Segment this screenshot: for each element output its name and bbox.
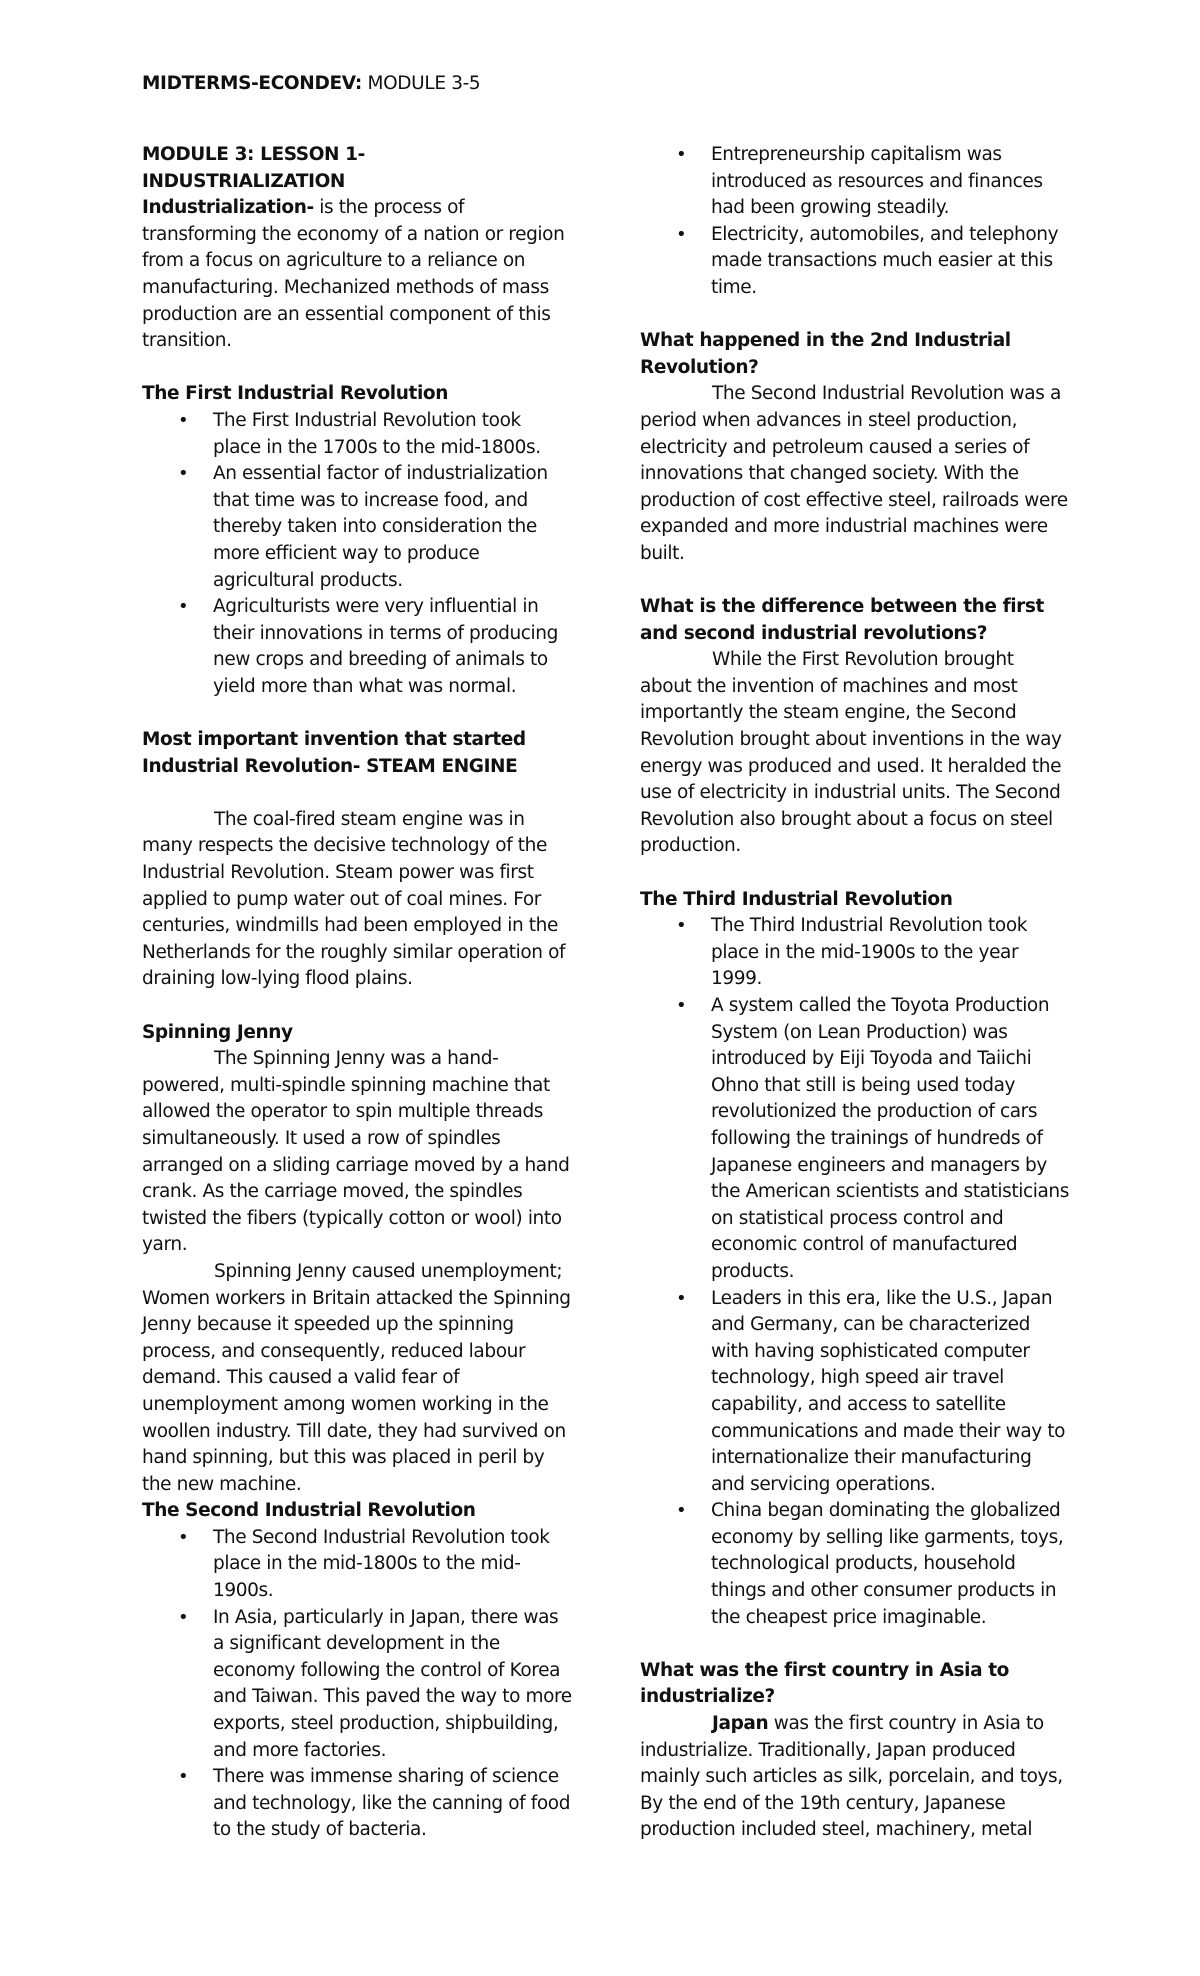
list-item: • The First Industrial Revolution took place in the 1700s to the mid-1800s. bbox=[142, 408, 572, 461]
japan-text: was the first country in Asia to industrialize. Traditionally, Japan produced mainly such articles as silk, porcelain, and toys, By the end of the 19th century, Japanese production included steel, machinery, metal bbox=[640, 1713, 1063, 1841]
answer-second-revolution: The Second Industrial Revolution was a period when advances in steel production, electricity and petroleum caused a series of innovations that changed society. With the production of cost effective steel, railroads were expanded and more industrial machines were built. bbox=[640, 383, 1068, 564]
spinning-jenny-paragraph-2: Spinning Jenny caused unemployment; Women workers in Britain attacked the Spinning Jenny because it speeded up the spinning process, and consequently, reduced labour demand. This caused a valid fear of unemployment among women working in the woollen industry. Till date, they had survived on hand spinning, but this was placed in peril by the new machine. bbox=[142, 1260, 571, 1495]
second-revolution-heading: The Second Industrial Revolution bbox=[142, 1500, 476, 1522]
steam-engine-paragraph: The coal-fired steam engine was in many respects the decisive technology of the Industrial Revolution. Steam power was first applied to pump water out of coal mines. For centuries, windmills had been employed in the Netherlands for the roughly similar operation of draining low-lying flood plains. bbox=[142, 808, 566, 990]
header-label: MIDTERMS-ECONDEV: bbox=[142, 73, 362, 94]
question-second-revolution: What happened in the 2nd Industrial Revolution? bbox=[640, 330, 1011, 378]
third-revolution-heading: The Third Industrial Revolution bbox=[640, 888, 953, 910]
list-item: • China began dominating the globalized economy by selling like garments, toys, technological products, household things and other consumer products in the cheapest price imaginable. bbox=[640, 1498, 1070, 1631]
list-item: • Leaders in this era, like the U.S., Japan and Germany, can be characterized with having sophisticated computer technology, high speed air travel capability, and access to satellite communications and made their way to internationalize their manufacturing and servicing operations. bbox=[640, 1286, 1070, 1499]
question-first-asian-country: What was the first country in Asia to industrialize? bbox=[640, 1659, 1009, 1708]
left-column bbox=[142, 142, 572, 1844]
list-item: • Electricity, automobiles, and telephony made transactions much easier at this time. bbox=[640, 222, 1070, 302]
list-item: • Entrepreneurship capitalism was introduced as resources and finances had been growing steadily. bbox=[640, 142, 1070, 222]
spinning-jenny-paragraph-1: The Spinning Jenny was a hand-powered, multi-spindle spinning machine that allowed the operator to spin multiple threads simultaneously. It used a row of spindles arranged on a sliding carriage moved by a hand crank. As the carriage moved, the spindles twisted the fibers (typically cotton or wool) into yarn. bbox=[142, 1048, 570, 1256]
second-revolution-list bbox=[142, 1525, 572, 1844]
industrialization-definition bbox=[142, 195, 572, 355]
list-item: • In Asia, particularly in Japan, there was a significant development in the economy following the control of Korea and Taiwan. This paved the way to more exports, steel production, shipbuilding, and more factories. bbox=[142, 1605, 572, 1765]
industrialization-term: Industrialization- bbox=[142, 197, 314, 219]
answer-first-asian-country bbox=[640, 1711, 1070, 1844]
first-revolution-list bbox=[142, 408, 572, 701]
first-revolution-heading: The First Industrial Revolution bbox=[142, 383, 448, 405]
list-item: • A system called the Toyota Production System (on Lean Production) was introduced by Eiji Toyoda and Taiichi Ohno that still is being used today revolutionized the production of cars following the trainings of hundreds of Japanese engineers and managers by the American scientists and statisticians on statistical process control and economic control of manufactured products. bbox=[640, 993, 1070, 1286]
second-revolution-list-continued bbox=[640, 142, 1070, 302]
list-item: • There was immense sharing of science and technology, like the canning of food to the study of bacteria. bbox=[142, 1764, 572, 1844]
industrialization-text: is the process of transforming the economy of a nation or region from a focus on agriculture to a reliance on manufacturing. Mechanized methods of mass production are an essential component of this transition. bbox=[142, 197, 565, 352]
page-header bbox=[142, 71, 480, 97]
spinning-jenny-heading: Spinning Jenny bbox=[142, 1021, 293, 1043]
japan-term: Japan bbox=[712, 1713, 769, 1735]
module-title: MODULE 3: LESSON 1- INDUSTRIALIZATION bbox=[142, 144, 365, 192]
list-item: • The Second Industrial Revolution took place in the mid-1800s to the mid-1900s. bbox=[142, 1525, 572, 1605]
list-item: • The Third Industrial Revolution took place in the mid-1900s to the year 1999. bbox=[640, 913, 1070, 993]
steam-engine-heading: Most important invention that started Industrial Revolution- STEAM ENGINE bbox=[142, 729, 526, 777]
header-value: MODULE 3-5 bbox=[361, 73, 481, 94]
answer-difference: While the First Revolution brought about the invention of machines and most importantly the steam engine, the Second Revolution brought about inventions in the way energy was produced and used. It heralded the use of electricity in industrial units. The Second Revolution also brought about a focus on steel production. bbox=[640, 649, 1062, 857]
right-column bbox=[640, 142, 1070, 1844]
list-item: • An essential factor of industrialization that time was to increase food, and thereby taken into consideration the more efficient way to produce agricultural products. bbox=[142, 461, 572, 594]
third-revolution-list bbox=[640, 913, 1070, 1631]
list-item: • Agriculturists were very influential in their innovations in terms of producing new crops and breeding of animals to yield more than what was normal. bbox=[142, 594, 572, 700]
question-difference: What is the difference between the first and second industrial revolutions? bbox=[640, 596, 1044, 644]
